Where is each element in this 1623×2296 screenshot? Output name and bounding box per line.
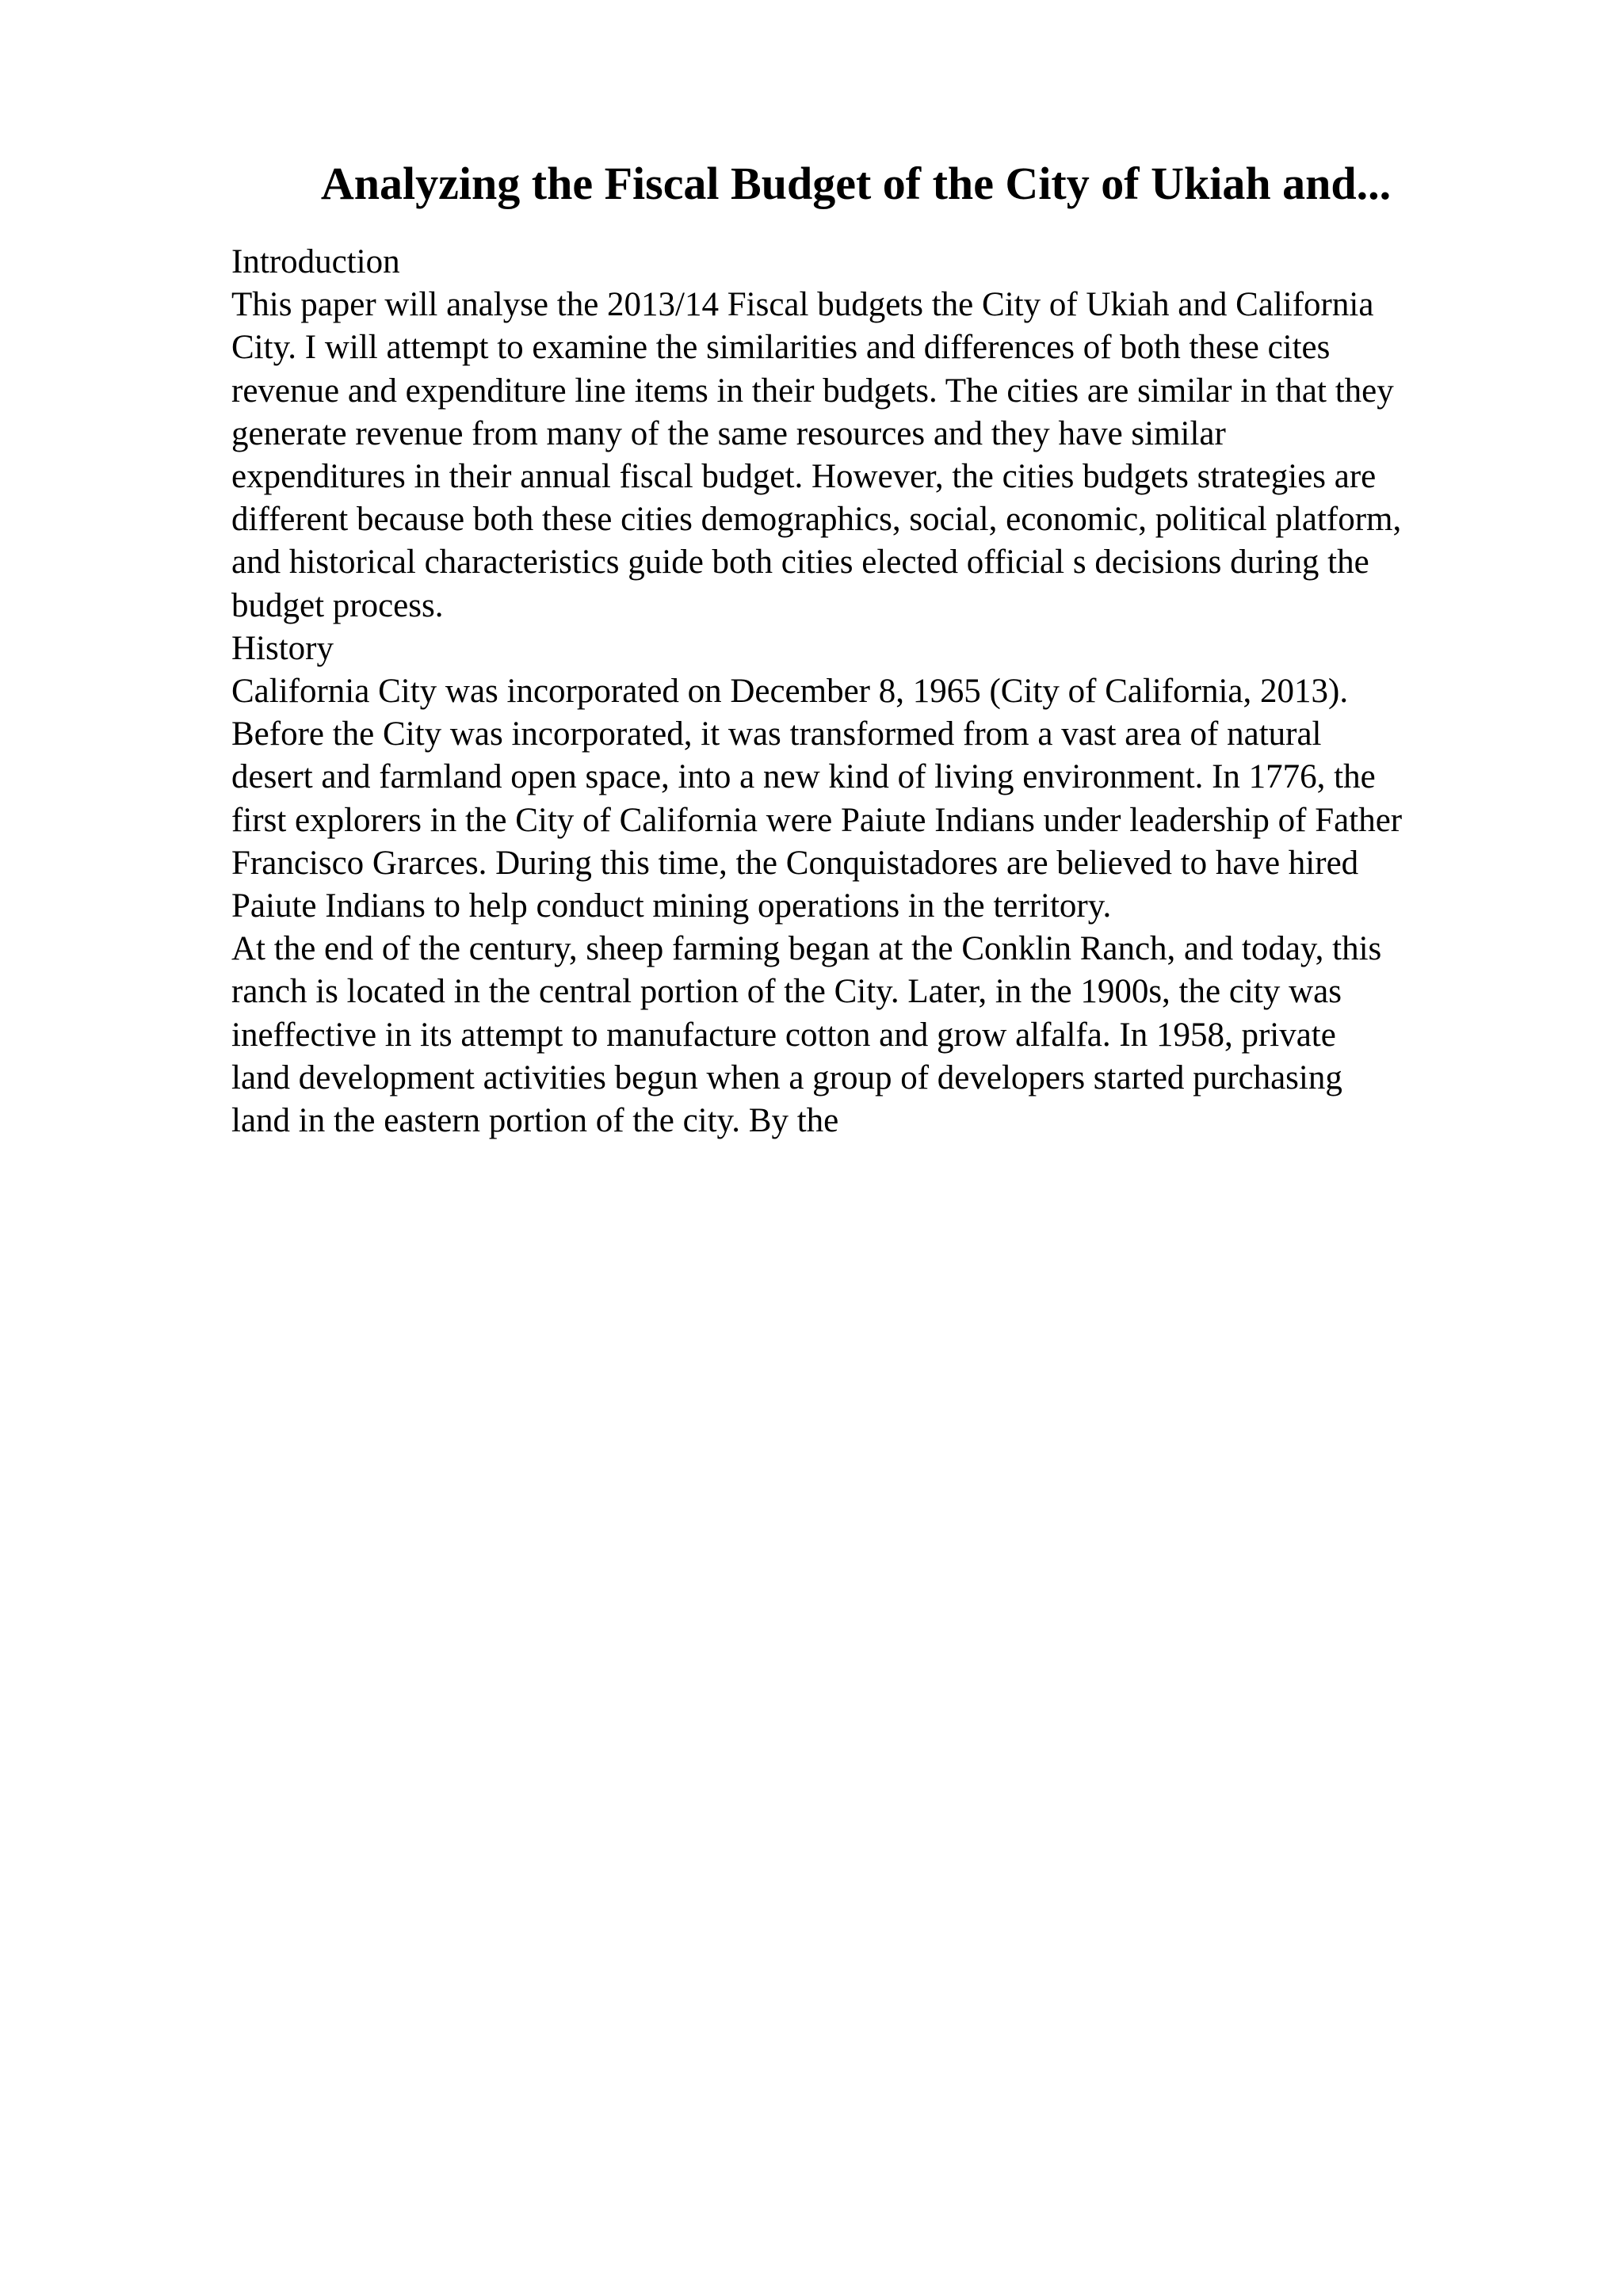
text-line: ineffective in its attempt to manufacture cotton and grow alfalfa. In 1958, private [231,1016,1336,1054]
text-line: and historical characteristics guide both cities elected official s decisions during the [231,543,1369,582]
text-line: ranch is located in the central portion of the City. Later, in the 1900s, the city was [231,973,1342,1011]
text-line: expenditures in their annual fiscal budget. However, the cities budgets strategies are [231,458,1377,496]
text-line: Francisco Grarces. During this time, the Conquistadores are believed to have hired [231,844,1359,882]
section-heading-history: History [231,629,334,667]
text-line: land development activities begun when a group of developers started purchasing [231,1058,1342,1097]
text-line: budget process. [231,586,444,624]
text-line: desert and farmland open space, into a new kind of living environment. In 1776, the [231,758,1376,796]
text-line: City. I will attempt to examine the similarities and differences of both these cites [231,329,1331,367]
text-line: revenue and expenditure line items in their budgets. The cities are similar in that they [231,372,1394,410]
text-line: generate revenue from many of the same resources and they have similar [231,414,1226,452]
document-title: Analyzing the Fiscal Budget of the City of Ukiah and... [320,158,1392,209]
text-line: This paper will analyse the 2013/14 Fiscal budgets the City of Ukiah and California [231,286,1374,324]
text-line: Before the City was incorporated, it was transformed from a vast area of natural [231,715,1322,753]
document-body [231,241,1594,1142]
text-line: At the end of the century, sheep farming began at the Conklin Ranch, and today, this [231,930,1382,968]
text-line: land in the eastern portion of the city. By the [231,1102,839,1140]
text-line: different because both these cities demographics, social, economic, political platform, [231,501,1402,539]
text-line: first explorers in the City of California were Paiute Indians under leadership of Father [231,801,1403,839]
section-heading-introduction: Introduction [231,243,400,280]
text-line: Paiute Indians to help conduct mining operations in the territory. [231,887,1112,925]
text-line: California City was incorporated on December 8, 1965 (City of California, 2013). [231,673,1349,711]
